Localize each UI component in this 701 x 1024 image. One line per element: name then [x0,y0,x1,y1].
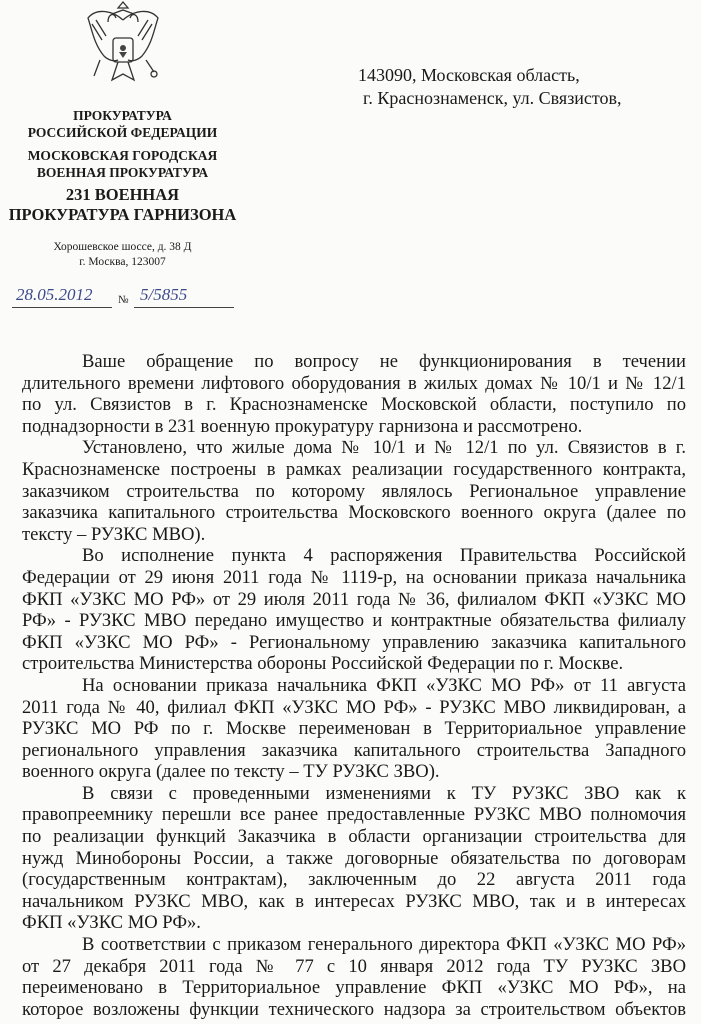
org-line: РОССИЙСКОЙ ФЕДЕРАЦИИ [27,125,218,140]
org-name-prosecutor-general [0,107,245,141]
recipient-address [358,64,622,110]
text-line: заказчиком строительства по которому являлось Региональное управление [22,480,686,502]
text-line: РФ» - РУЗКС МВО передано имущество и контрактные обязательства филиалу [22,610,686,632]
org-name-garrison [0,185,245,225]
paragraph [22,675,686,783]
text-line: по ул. Связистов в г. Краснознаменске Московской области, поступило по [22,394,686,416]
paragraph [22,437,686,545]
letter-body [22,351,686,1020]
text-line: ФКП «УЗКС МО РФ». [22,912,201,934]
recipient-line: 143090, Московская область, [358,65,580,85]
text-line: правопреемнику перешли все ранее предоставленные РУЗКС МВО полномочия [22,804,686,826]
text-line: длительного времени лифтового оборудования в жилых домах № 10/1 и № 12/1 [22,372,686,394]
paragraph [22,783,686,934]
address-line: Хорошевское шоссе, д. 38 Д [53,241,192,253]
org-line: ПРОКУРАТУРА [73,108,172,123]
date-number-line [12,282,234,310]
text-line: На основании приказа начальника ФКП «УЗКС МО РФ» от 11 августа [82,674,686,696]
text-line: Федерации от 29 июня 2011 года № 1119-р, на основании приказа начальника [22,566,686,588]
text-line: по реализации функций Заказчика в области организации строительства для [22,826,686,848]
text-line: тексту – РУЗКС МВО). [22,523,206,545]
text-line: Краснознаменске построены в рамках реализации государственного контракта, [22,458,686,480]
text-line: которое возложены функции технического надзора за строительством объектов [22,998,686,1020]
text-line: В связи с проведенными изменениями к ТУ РУЗКС ЗВО как к [82,782,686,804]
text-line: РУЗКС МО РФ по г. Москве переименован в Территориальное управление [22,718,686,740]
text-line: Ваше обращение по вопросу не функционирования в течении [82,351,686,372]
text-line: ФКП «УЗКС МО РФ» от 29 июля 2011 года № 36, филиалом ФКП «УЗКС МО [22,588,686,610]
text-line: 2011 года № 40, филиал ФКП «УЗКС МО РФ» - РУЗКС МВО ликвидирован, а [22,696,686,718]
text-line: В соответствии с приказом генерального директора ФКП «УЗКС МО РФ» [82,934,686,956]
number-sign: № [118,294,129,306]
text-line: заказчика капитального строительства Московского военного округа (далее по [22,502,686,524]
recipient-line: г. Краснознаменск, ул. Связистов, [363,88,622,108]
paragraph [22,934,686,1020]
paragraph [22,351,686,437]
org-line: ПРОКУРАТУРА ГАРНИЗОНА [8,205,237,224]
text-line: Во исполнение пункта 4 распоряжения Правительства Российской [82,545,686,567]
org-line: ВОЕННАЯ ПРОКУРАТУРА [36,165,209,180]
text-line: переименовано в Территориальное управление ФКП «УЗКС МО РФ», на [22,977,686,999]
text-line: нужд Минобороны России, а также договорные обязательства по договорам [22,847,686,869]
date-underline [12,307,112,308]
org-name-moscow-military [0,147,245,181]
text-line: (государственным контрактам), заключенным до 22 августа 2011 года [22,869,686,891]
text-line: строительства Министерства обороны Российской Федерации по г. Москве. [22,653,624,675]
text-line: ФКП «УЗКС МО РФ» - Региональному управлению заказчика капитального [22,631,686,653]
org-line: МОСКОВСКАЯ ГОРОДСКАЯ [27,148,218,163]
text-line: начальником РУЗКС МВО, как в интересах РУЗКС МВО, так и в интересах [22,890,686,912]
text-line: Установлено, что жилые дома № 10/1 и № 12/1 по ул. Связистов в г. [82,437,686,459]
paragraph [22,545,686,675]
text-line: от 27 декабря 2011 года № 77 с 10 января 2012 года ТУ РУЗКС ЗВО [22,955,686,977]
handwritten-number: 5/5855 [140,285,188,304]
text-line: регионального управления заказчика капитального строительства Западного [22,739,686,761]
org-line: 231 ВОЕННАЯ [65,185,180,204]
text-line: военного округа (далее по тексту – ТУ РУЗКС ЗВО). [22,761,440,783]
address-line: г. Москва, 123007 [79,256,166,268]
number-underline [134,307,234,308]
russian-coat-of-arms-emblem [82,0,164,96]
handwritten-date: 28.05.2012 [16,285,93,304]
sender-address [0,240,245,270]
text-line: поднадзорности в 231 военную прокуратуру гарнизона и рассмотрено. [22,415,583,437]
